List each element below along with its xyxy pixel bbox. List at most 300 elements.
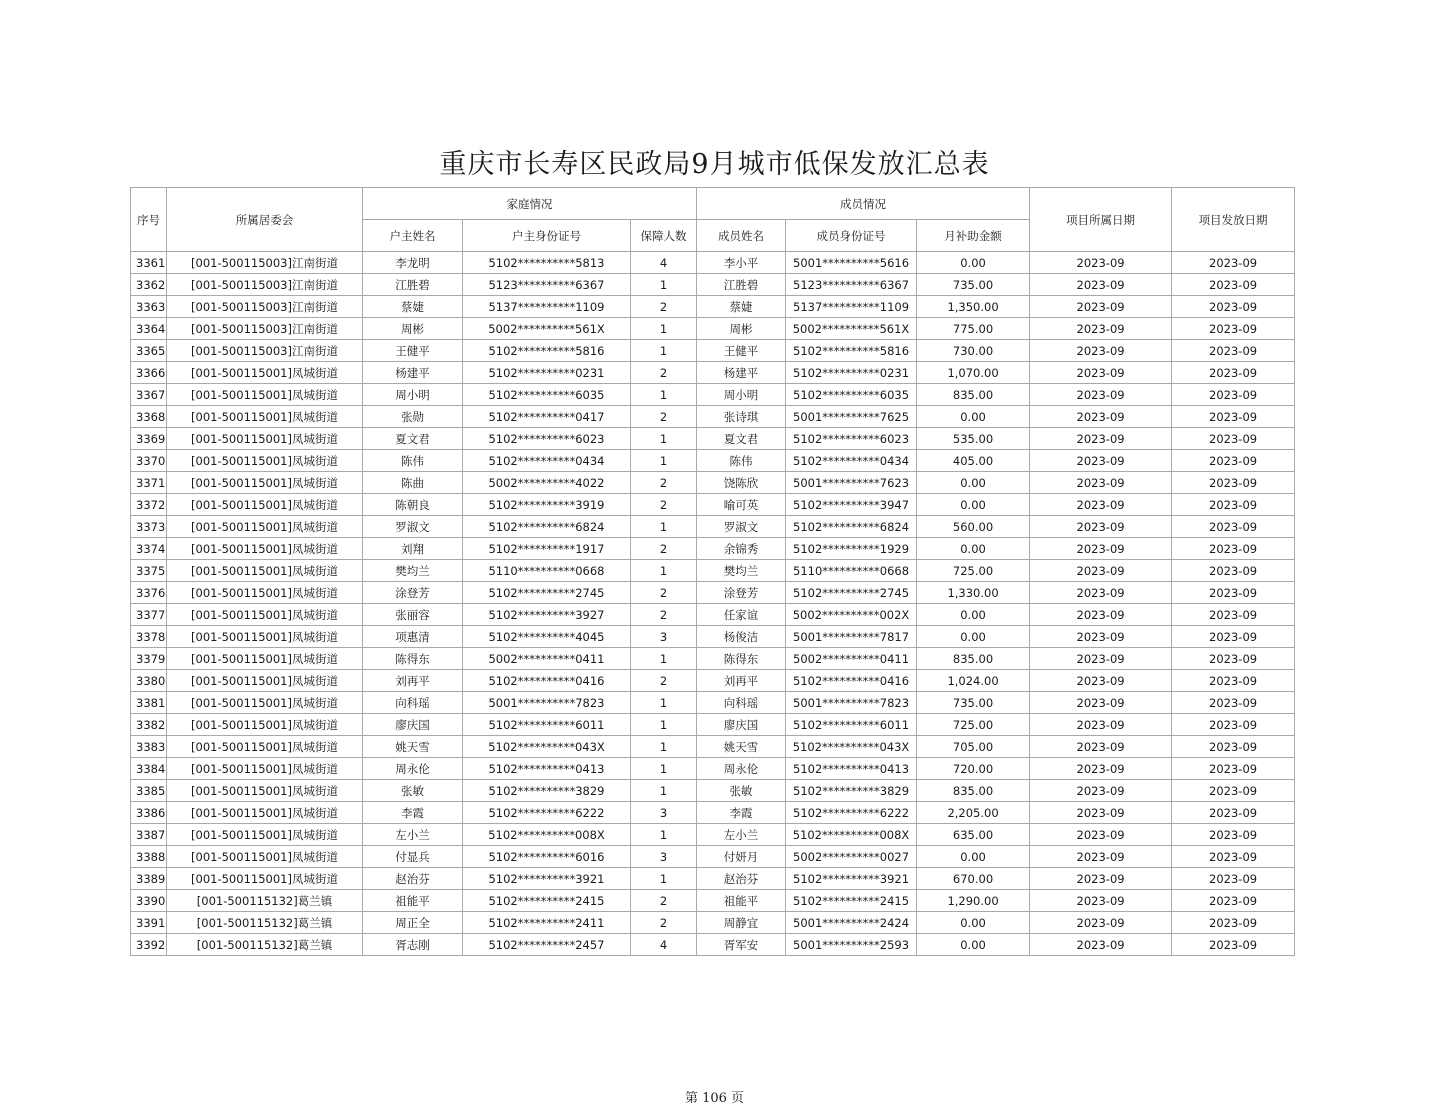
seq-cell: 3377 bbox=[131, 604, 167, 626]
head-id-cell: 5002**********561X bbox=[463, 318, 631, 340]
count-cell: 3 bbox=[631, 802, 697, 824]
head-name-cell: 刘翔 bbox=[363, 538, 463, 560]
table-row bbox=[131, 604, 1295, 626]
head-name-cell: 刘再平 bbox=[363, 670, 463, 692]
count-cell: 1 bbox=[631, 736, 697, 758]
table-row bbox=[131, 450, 1295, 472]
head-id-cell: 5102**********6222 bbox=[463, 802, 631, 824]
seq-cell: 3386 bbox=[131, 802, 167, 824]
count-cell: 2 bbox=[631, 604, 697, 626]
committee-cell: [001-500115001]凤城街道 bbox=[167, 406, 363, 428]
seq-cell: 3370 bbox=[131, 450, 167, 472]
head-id-cell: 5102**********2457 bbox=[463, 934, 631, 956]
seq-cell: 3376 bbox=[131, 582, 167, 604]
seq-cell: 3365 bbox=[131, 340, 167, 362]
head-name-cell: 付显兵 bbox=[363, 846, 463, 868]
amount-cell: 2,205.00 bbox=[917, 802, 1030, 824]
head-name-cell: 张勋 bbox=[363, 406, 463, 428]
table-row bbox=[131, 802, 1295, 824]
head-id-cell: 5102**********0417 bbox=[463, 406, 631, 428]
project-date-cell: 2023-09 bbox=[1030, 890, 1172, 912]
issue-date-cell: 2023-09 bbox=[1172, 758, 1295, 780]
seq-cell: 3382 bbox=[131, 714, 167, 736]
amount-cell: 1,330.00 bbox=[917, 582, 1030, 604]
table-row bbox=[131, 538, 1295, 560]
member-id-cell: 5102**********0416 bbox=[786, 670, 917, 692]
count-cell: 1 bbox=[631, 340, 697, 362]
seq-cell: 3387 bbox=[131, 824, 167, 846]
head-id-cell: 5102**********2415 bbox=[463, 890, 631, 912]
seq-cell: 3390 bbox=[131, 890, 167, 912]
seq-cell: 3373 bbox=[131, 516, 167, 538]
head-name-cell: 罗淑文 bbox=[363, 516, 463, 538]
amount-cell: 0.00 bbox=[917, 934, 1030, 956]
seq-cell: 3366 bbox=[131, 362, 167, 384]
table-row bbox=[131, 758, 1295, 780]
member-id-cell: 5002**********0027 bbox=[786, 846, 917, 868]
issue-date-cell: 2023-09 bbox=[1172, 318, 1295, 340]
head-id-cell: 5102**********3921 bbox=[463, 868, 631, 890]
member-id-cell: 5001**********2424 bbox=[786, 912, 917, 934]
amount-cell: 560.00 bbox=[917, 516, 1030, 538]
issue-date-cell: 2023-09 bbox=[1172, 340, 1295, 362]
member-id-cell: 5102**********5816 bbox=[786, 340, 917, 362]
member-name-cell: 周小明 bbox=[697, 384, 786, 406]
amount-cell: 0.00 bbox=[917, 252, 1030, 274]
issue-date-cell: 2023-09 bbox=[1172, 560, 1295, 582]
issue-date-cell: 2023-09 bbox=[1172, 296, 1295, 318]
head-id-cell: 5102**********3829 bbox=[463, 780, 631, 802]
committee-cell: [001-500115001]凤城街道 bbox=[167, 670, 363, 692]
header-committee: 所属居委会 bbox=[167, 188, 363, 252]
member-name-cell: 陈伟 bbox=[697, 450, 786, 472]
seq-cell: 3368 bbox=[131, 406, 167, 428]
table-row bbox=[131, 912, 1295, 934]
member-name-cell: 祖能平 bbox=[697, 890, 786, 912]
committee-cell: [001-500115001]凤城街道 bbox=[167, 714, 363, 736]
committee-cell: [001-500115003]江南街道 bbox=[167, 340, 363, 362]
member-id-cell: 5102**********3829 bbox=[786, 780, 917, 802]
count-cell: 2 bbox=[631, 582, 697, 604]
amount-cell: 0.00 bbox=[917, 472, 1030, 494]
table-row bbox=[131, 934, 1295, 956]
member-name-cell: 杨俊洁 bbox=[697, 626, 786, 648]
head-id-cell: 5102**********2411 bbox=[463, 912, 631, 934]
member-id-cell: 5102**********6824 bbox=[786, 516, 917, 538]
member-name-cell: 周静宜 bbox=[697, 912, 786, 934]
issue-date-cell: 2023-09 bbox=[1172, 362, 1295, 384]
table-row bbox=[131, 890, 1295, 912]
count-cell: 4 bbox=[631, 252, 697, 274]
seq-cell: 3392 bbox=[131, 934, 167, 956]
header-family-group: 家庭情况 bbox=[363, 188, 697, 220]
count-cell: 1 bbox=[631, 714, 697, 736]
issue-date-cell: 2023-09 bbox=[1172, 626, 1295, 648]
seq-cell: 3362 bbox=[131, 274, 167, 296]
amount-cell: 0.00 bbox=[917, 846, 1030, 868]
project-date-cell: 2023-09 bbox=[1030, 736, 1172, 758]
table-row bbox=[131, 384, 1295, 406]
head-id-cell: 5102**********5816 bbox=[463, 340, 631, 362]
head-name-cell: 陈得东 bbox=[363, 648, 463, 670]
subsidy-table bbox=[130, 187, 1295, 956]
amount-cell: 0.00 bbox=[917, 604, 1030, 626]
head-name-cell: 李霞 bbox=[363, 802, 463, 824]
issue-date-cell: 2023-09 bbox=[1172, 780, 1295, 802]
project-date-cell: 2023-09 bbox=[1030, 670, 1172, 692]
table-row bbox=[131, 714, 1295, 736]
count-cell: 2 bbox=[631, 296, 697, 318]
count-cell: 2 bbox=[631, 670, 697, 692]
head-name-cell: 周正全 bbox=[363, 912, 463, 934]
head-name-cell: 向科瑶 bbox=[363, 692, 463, 714]
committee-cell: [001-500115001]凤城街道 bbox=[167, 472, 363, 494]
head-name-cell: 周永伦 bbox=[363, 758, 463, 780]
committee-cell: [001-500115001]凤城街道 bbox=[167, 384, 363, 406]
project-date-cell: 2023-09 bbox=[1030, 582, 1172, 604]
header-head-name: 户主姓名 bbox=[363, 220, 463, 252]
head-name-cell: 周彬 bbox=[363, 318, 463, 340]
seq-cell: 3383 bbox=[131, 736, 167, 758]
head-name-cell: 陈伟 bbox=[363, 450, 463, 472]
member-name-cell: 樊均兰 bbox=[697, 560, 786, 582]
count-cell: 2 bbox=[631, 912, 697, 934]
amount-cell: 725.00 bbox=[917, 714, 1030, 736]
count-cell: 4 bbox=[631, 934, 697, 956]
head-id-cell: 5001**********7823 bbox=[463, 692, 631, 714]
amount-cell: 535.00 bbox=[917, 428, 1030, 450]
project-date-cell: 2023-09 bbox=[1030, 692, 1172, 714]
member-name-cell: 涂登芳 bbox=[697, 582, 786, 604]
project-date-cell: 2023-09 bbox=[1030, 516, 1172, 538]
committee-cell: [001-500115001]凤城街道 bbox=[167, 450, 363, 472]
project-date-cell: 2023-09 bbox=[1030, 626, 1172, 648]
issue-date-cell: 2023-09 bbox=[1172, 406, 1295, 428]
project-date-cell: 2023-09 bbox=[1030, 758, 1172, 780]
committee-cell: [001-500115001]凤城街道 bbox=[167, 780, 363, 802]
head-id-cell: 5102**********0231 bbox=[463, 362, 631, 384]
member-id-cell: 5001**********7623 bbox=[786, 472, 917, 494]
amount-cell: 705.00 bbox=[917, 736, 1030, 758]
table-row bbox=[131, 318, 1295, 340]
head-name-cell: 李龙明 bbox=[363, 252, 463, 274]
count-cell: 1 bbox=[631, 648, 697, 670]
header-head-id: 户主身份证号 bbox=[463, 220, 631, 252]
table-row bbox=[131, 472, 1295, 494]
member-name-cell: 张诗琪 bbox=[697, 406, 786, 428]
project-date-cell: 2023-09 bbox=[1030, 362, 1172, 384]
head-id-cell: 5102**********0413 bbox=[463, 758, 631, 780]
issue-date-cell: 2023-09 bbox=[1172, 868, 1295, 890]
head-id-cell: 5002**********0411 bbox=[463, 648, 631, 670]
head-id-cell: 5102**********4045 bbox=[463, 626, 631, 648]
table-row bbox=[131, 516, 1295, 538]
member-id-cell: 5102**********1929 bbox=[786, 538, 917, 560]
issue-date-cell: 2023-09 bbox=[1172, 670, 1295, 692]
member-name-cell: 蔡婕 bbox=[697, 296, 786, 318]
head-name-cell: 周小明 bbox=[363, 384, 463, 406]
seq-cell: 3389 bbox=[131, 868, 167, 890]
issue-date-cell: 2023-09 bbox=[1172, 604, 1295, 626]
member-name-cell: 杨建平 bbox=[697, 362, 786, 384]
seq-cell: 3364 bbox=[131, 318, 167, 340]
seq-cell: 3378 bbox=[131, 626, 167, 648]
member-name-cell: 陈得东 bbox=[697, 648, 786, 670]
seq-cell: 3375 bbox=[131, 560, 167, 582]
header-amount: 月补助金额 bbox=[917, 220, 1030, 252]
count-cell: 1 bbox=[631, 758, 697, 780]
issue-date-cell: 2023-09 bbox=[1172, 582, 1295, 604]
head-name-cell: 陈朝良 bbox=[363, 494, 463, 516]
head-id-cell: 5102**********0416 bbox=[463, 670, 631, 692]
member-id-cell: 5102**********2415 bbox=[786, 890, 917, 912]
count-cell: 1 bbox=[631, 516, 697, 538]
head-name-cell: 夏文君 bbox=[363, 428, 463, 450]
table-body bbox=[131, 252, 1295, 956]
issue-date-cell: 2023-09 bbox=[1172, 538, 1295, 560]
member-name-cell: 任家谊 bbox=[697, 604, 786, 626]
member-id-cell: 5102**********2745 bbox=[786, 582, 917, 604]
head-id-cell: 5102**********008X bbox=[463, 824, 631, 846]
project-date-cell: 2023-09 bbox=[1030, 714, 1172, 736]
committee-cell: [001-500115001]凤城街道 bbox=[167, 428, 363, 450]
committee-cell: [001-500115001]凤城街道 bbox=[167, 868, 363, 890]
committee-cell: [001-500115001]凤城街道 bbox=[167, 824, 363, 846]
committee-cell: [001-500115003]江南街道 bbox=[167, 252, 363, 274]
amount-cell: 0.00 bbox=[917, 538, 1030, 560]
head-id-cell: 5102**********1917 bbox=[463, 538, 631, 560]
member-id-cell: 5137**********1109 bbox=[786, 296, 917, 318]
project-date-cell: 2023-09 bbox=[1030, 472, 1172, 494]
member-name-cell: 江胜碧 bbox=[697, 274, 786, 296]
count-cell: 2 bbox=[631, 362, 697, 384]
head-name-cell: 项惠清 bbox=[363, 626, 463, 648]
count-cell: 2 bbox=[631, 472, 697, 494]
amount-cell: 1,350.00 bbox=[917, 296, 1030, 318]
project-date-cell: 2023-09 bbox=[1030, 428, 1172, 450]
committee-cell: [001-500115001]凤城街道 bbox=[167, 362, 363, 384]
amount-cell: 0.00 bbox=[917, 912, 1030, 934]
head-id-cell: 5102**********6824 bbox=[463, 516, 631, 538]
member-name-cell: 左小兰 bbox=[697, 824, 786, 846]
table-row bbox=[131, 296, 1295, 318]
member-id-cell: 5102**********6035 bbox=[786, 384, 917, 406]
member-id-cell: 5001**********5616 bbox=[786, 252, 917, 274]
seq-cell: 3385 bbox=[131, 780, 167, 802]
head-id-cell: 5102**********3927 bbox=[463, 604, 631, 626]
project-date-cell: 2023-09 bbox=[1030, 384, 1172, 406]
table-row bbox=[131, 670, 1295, 692]
issue-date-cell: 2023-09 bbox=[1172, 428, 1295, 450]
issue-date-cell: 2023-09 bbox=[1172, 912, 1295, 934]
head-name-cell: 左小兰 bbox=[363, 824, 463, 846]
member-name-cell: 王健平 bbox=[697, 340, 786, 362]
head-name-cell: 姚天雪 bbox=[363, 736, 463, 758]
project-date-cell: 2023-09 bbox=[1030, 450, 1172, 472]
amount-cell: 1,290.00 bbox=[917, 890, 1030, 912]
header-issue-date: 项目发放日期 bbox=[1172, 188, 1295, 252]
seq-cell: 3374 bbox=[131, 538, 167, 560]
table-row bbox=[131, 736, 1295, 758]
project-date-cell: 2023-09 bbox=[1030, 274, 1172, 296]
project-date-cell: 2023-09 bbox=[1030, 252, 1172, 274]
committee-cell: [001-500115001]凤城街道 bbox=[167, 692, 363, 714]
member-name-cell: 夏文君 bbox=[697, 428, 786, 450]
table-row bbox=[131, 824, 1295, 846]
member-name-cell: 李霞 bbox=[697, 802, 786, 824]
member-name-cell: 罗淑文 bbox=[697, 516, 786, 538]
project-date-cell: 2023-09 bbox=[1030, 538, 1172, 560]
amount-cell: 635.00 bbox=[917, 824, 1030, 846]
project-date-cell: 2023-09 bbox=[1030, 846, 1172, 868]
table-row bbox=[131, 340, 1295, 362]
committee-cell: [001-500115001]凤城街道 bbox=[167, 538, 363, 560]
member-id-cell: 5102**********0231 bbox=[786, 362, 917, 384]
header-count: 保障人数 bbox=[631, 220, 697, 252]
issue-date-cell: 2023-09 bbox=[1172, 472, 1295, 494]
table-row bbox=[131, 846, 1295, 868]
amount-cell: 735.00 bbox=[917, 692, 1030, 714]
member-name-cell: 周永伦 bbox=[697, 758, 786, 780]
count-cell: 1 bbox=[631, 868, 697, 890]
head-id-cell: 5102**********6023 bbox=[463, 428, 631, 450]
amount-cell: 0.00 bbox=[917, 626, 1030, 648]
seq-cell: 3388 bbox=[131, 846, 167, 868]
amount-cell: 725.00 bbox=[917, 560, 1030, 582]
count-cell: 1 bbox=[631, 428, 697, 450]
project-date-cell: 2023-09 bbox=[1030, 824, 1172, 846]
table-row bbox=[131, 692, 1295, 714]
head-name-cell: 廖庆国 bbox=[363, 714, 463, 736]
count-cell: 2 bbox=[631, 494, 697, 516]
issue-date-cell: 2023-09 bbox=[1172, 274, 1295, 296]
member-name-cell: 廖庆国 bbox=[697, 714, 786, 736]
amount-cell: 405.00 bbox=[917, 450, 1030, 472]
committee-cell: [001-500115001]凤城街道 bbox=[167, 560, 363, 582]
head-id-cell: 5002**********4022 bbox=[463, 472, 631, 494]
issue-date-cell: 2023-09 bbox=[1172, 736, 1295, 758]
table-row bbox=[131, 626, 1295, 648]
member-name-cell: 余锦秀 bbox=[697, 538, 786, 560]
head-name-cell: 杨建平 bbox=[363, 362, 463, 384]
header-seq: 序号 bbox=[131, 188, 167, 252]
table-row bbox=[131, 362, 1295, 384]
header-member-group: 成员情况 bbox=[697, 188, 1030, 220]
seq-cell: 3379 bbox=[131, 648, 167, 670]
member-id-cell: 5001**********7817 bbox=[786, 626, 917, 648]
seq-cell: 3369 bbox=[131, 428, 167, 450]
member-id-cell: 5102**********043X bbox=[786, 736, 917, 758]
seq-cell: 3372 bbox=[131, 494, 167, 516]
project-date-cell: 2023-09 bbox=[1030, 318, 1172, 340]
amount-cell: 735.00 bbox=[917, 274, 1030, 296]
table-row bbox=[131, 406, 1295, 428]
amount-cell: 835.00 bbox=[917, 384, 1030, 406]
member-name-cell: 张敏 bbox=[697, 780, 786, 802]
committee-cell: [001-500115001]凤城街道 bbox=[167, 516, 363, 538]
project-date-cell: 2023-09 bbox=[1030, 604, 1172, 626]
head-id-cell: 5102**********3919 bbox=[463, 494, 631, 516]
committee-cell: [001-500115001]凤城街道 bbox=[167, 604, 363, 626]
header-member-id: 成员身份证号 bbox=[786, 220, 917, 252]
head-name-cell: 王健平 bbox=[363, 340, 463, 362]
issue-date-cell: 2023-09 bbox=[1172, 824, 1295, 846]
head-name-cell: 胥志刚 bbox=[363, 934, 463, 956]
member-name-cell: 饶陈欣 bbox=[697, 472, 786, 494]
committee-cell: [001-500115132]葛兰镇 bbox=[167, 890, 363, 912]
member-name-cell: 姚天雪 bbox=[697, 736, 786, 758]
amount-cell: 835.00 bbox=[917, 648, 1030, 670]
member-id-cell: 5001**********7625 bbox=[786, 406, 917, 428]
issue-date-cell: 2023-09 bbox=[1172, 450, 1295, 472]
issue-date-cell: 2023-09 bbox=[1172, 802, 1295, 824]
table-header bbox=[131, 188, 1295, 252]
amount-cell: 0.00 bbox=[917, 494, 1030, 516]
seq-cell: 3381 bbox=[131, 692, 167, 714]
table-row bbox=[131, 274, 1295, 296]
amount-cell: 0.00 bbox=[917, 406, 1030, 428]
member-name-cell: 向科瑶 bbox=[697, 692, 786, 714]
table-row bbox=[131, 868, 1295, 890]
head-id-cell: 5102**********6035 bbox=[463, 384, 631, 406]
project-date-cell: 2023-09 bbox=[1030, 340, 1172, 362]
head-name-cell: 陈曲 bbox=[363, 472, 463, 494]
member-name-cell: 喻可英 bbox=[697, 494, 786, 516]
project-date-cell: 2023-09 bbox=[1030, 296, 1172, 318]
amount-cell: 775.00 bbox=[917, 318, 1030, 340]
member-name-cell: 刘再平 bbox=[697, 670, 786, 692]
head-name-cell: 蔡婕 bbox=[363, 296, 463, 318]
count-cell: 1 bbox=[631, 318, 697, 340]
header-project-date: 项目所属日期 bbox=[1030, 188, 1172, 252]
member-id-cell: 5102**********6023 bbox=[786, 428, 917, 450]
project-date-cell: 2023-09 bbox=[1030, 868, 1172, 890]
head-name-cell: 江胜碧 bbox=[363, 274, 463, 296]
count-cell: 1 bbox=[631, 560, 697, 582]
member-id-cell: 5102**********6011 bbox=[786, 714, 917, 736]
amount-cell: 1,070.00 bbox=[917, 362, 1030, 384]
count-cell: 2 bbox=[631, 406, 697, 428]
committee-cell: [001-500115132]葛兰镇 bbox=[167, 912, 363, 934]
seq-cell: 3371 bbox=[131, 472, 167, 494]
table-row bbox=[131, 252, 1295, 274]
table-row bbox=[131, 560, 1295, 582]
table-row bbox=[131, 428, 1295, 450]
head-id-cell: 5102**********6016 bbox=[463, 846, 631, 868]
member-id-cell: 5002**********0411 bbox=[786, 648, 917, 670]
seq-cell: 3391 bbox=[131, 912, 167, 934]
committee-cell: [001-500115001]凤城街道 bbox=[167, 626, 363, 648]
count-cell: 1 bbox=[631, 692, 697, 714]
committee-cell: [001-500115001]凤城街道 bbox=[167, 846, 363, 868]
member-name-cell: 付妍月 bbox=[697, 846, 786, 868]
project-date-cell: 2023-09 bbox=[1030, 648, 1172, 670]
member-id-cell: 5102**********0413 bbox=[786, 758, 917, 780]
committee-cell: [001-500115001]凤城街道 bbox=[167, 736, 363, 758]
committee-cell: [001-500115001]凤城街道 bbox=[167, 648, 363, 670]
member-id-cell: 5123**********6367 bbox=[786, 274, 917, 296]
committee-cell: [001-500115001]凤城街道 bbox=[167, 758, 363, 780]
member-id-cell: 5002**********002X bbox=[786, 604, 917, 626]
head-id-cell: 5110**********0668 bbox=[463, 560, 631, 582]
issue-date-cell: 2023-09 bbox=[1172, 252, 1295, 274]
count-cell: 1 bbox=[631, 384, 697, 406]
table-row bbox=[131, 494, 1295, 516]
document-title: 重庆市长寿区民政局9月城市低保发放汇总表 bbox=[439, 149, 990, 180]
committee-cell: [001-500115003]江南街道 bbox=[167, 296, 363, 318]
committee-cell: [001-500115001]凤城街道 bbox=[167, 802, 363, 824]
member-id-cell: 5102**********3947 bbox=[786, 494, 917, 516]
